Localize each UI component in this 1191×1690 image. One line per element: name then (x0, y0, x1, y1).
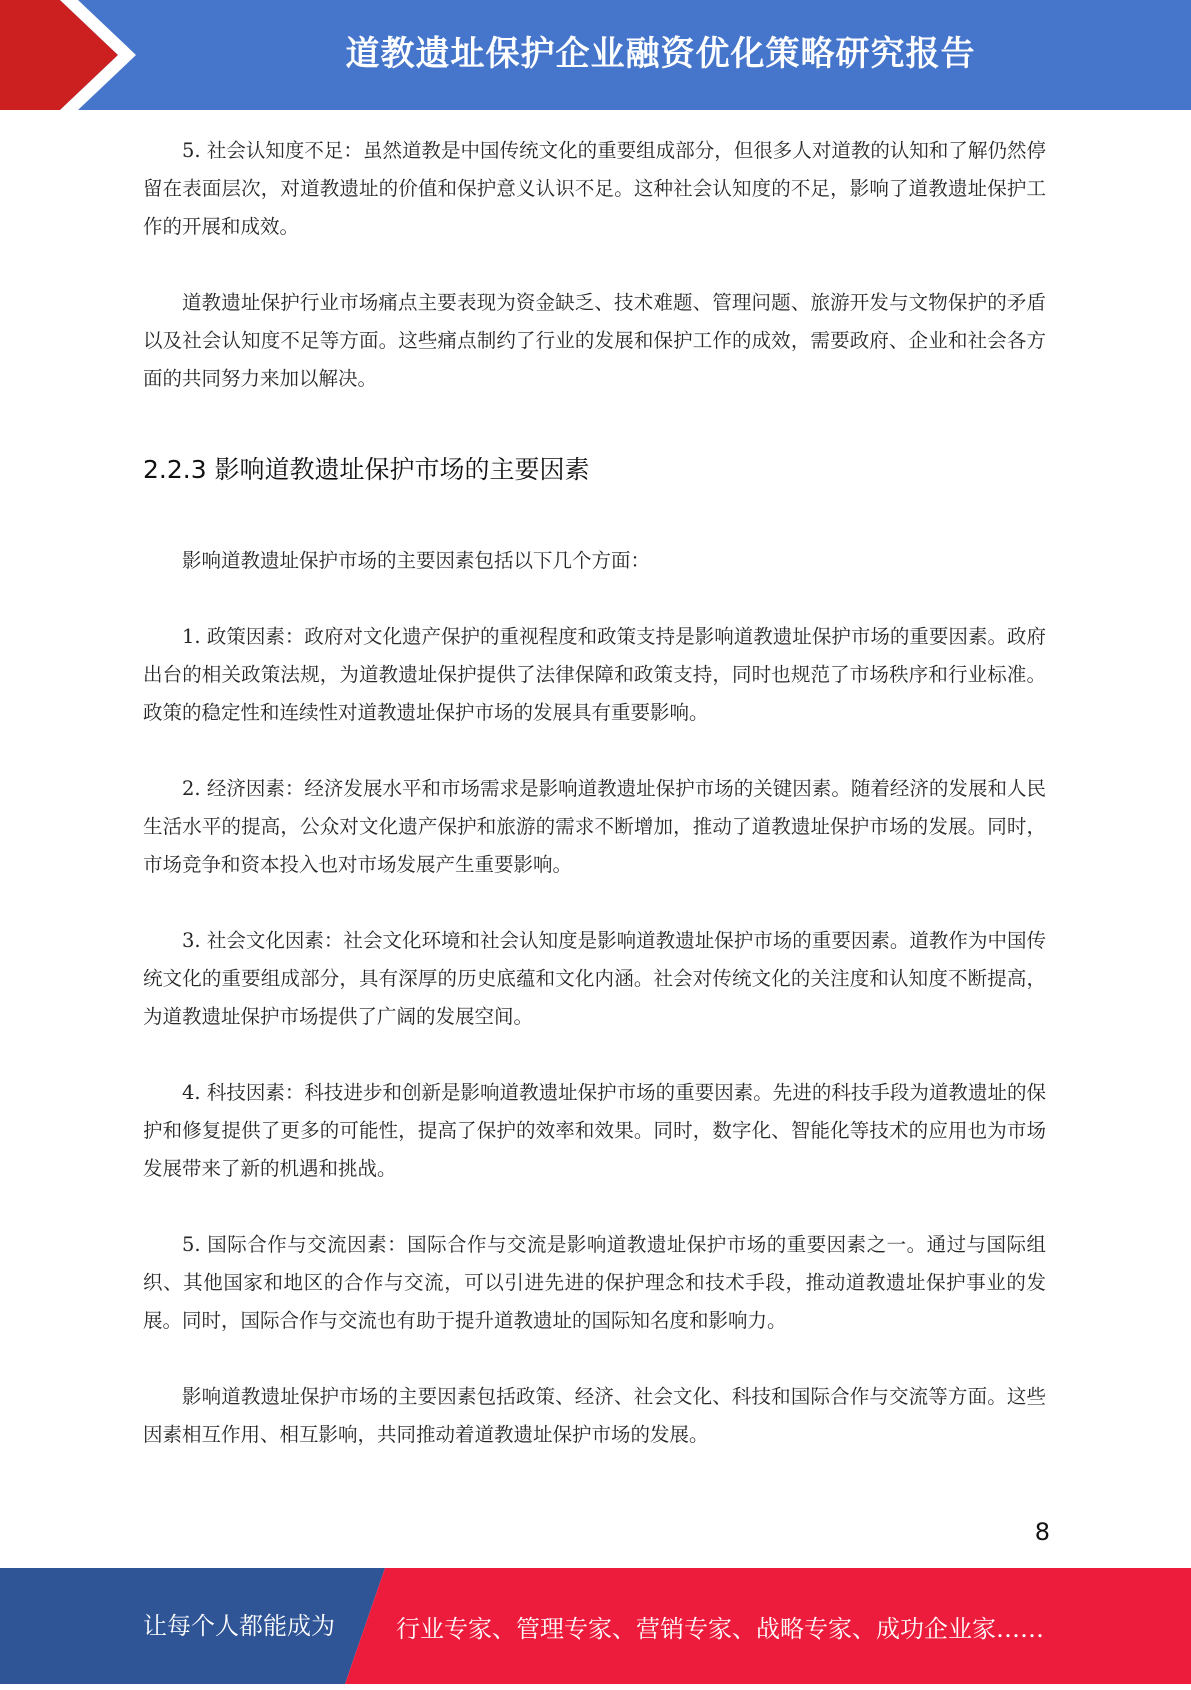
footer-slogan-left: 让每个人都能成为 (143, 1612, 335, 1640)
paragraph: 道教遗址保护行业市场痛点主要表现为资金缺乏、技术难题、管理问题、旅游开发与文物保护的矛盾以及社会认知度不足等方面。这些痛点制约了行业的发展和保护工作的成效，需要政府、企业和社会各方面的共同努力来加以解决。 (143, 291, 1046, 390)
chevron-arrow-icon (0, 0, 150, 110)
footer-slogan-right: 行业专家、管理专家、营销专家、战略专家、成功企业家…… (396, 1615, 1044, 1643)
paragraph: 影响道教遗址保护市场的主要因素包括政策、经济、社会文化、科技和国际合作与交流等方面。这些因素相互作用、相互影响，共同推动着道教遗址保护市场的发展。 (143, 1385, 1046, 1446)
paragraph: 4. 科技因素：科技进步和创新是影响道教遗址保护市场的重要因素。先进的科技手段为道教遗址的保护和修复提供了更多的可能性，提高了保护的效率和效果。同时，数字化、智能化等技术的应用也为市场发展带来了新的机遇和挑战。 (143, 1081, 1046, 1180)
page-header (0, 0, 1191, 110)
paragraph: 3. 社会文化因素：社会文化环境和社会认知度是影响道教遗址保护市场的重要因素。道教作为中国传统文化的重要组成部分，具有深厚的历史底蕴和文化内涵。社会对传统文化的关注度和认知度不断提高，为道教遗址保护市场提供了广阔的发展空间。 (143, 929, 1046, 1028)
page-number: 8 (1034, 1518, 1050, 1546)
paragraph: 影响道教遗址保护市场的主要因素包括以下几个方面： (182, 549, 651, 572)
paragraph: 2. 经济因素：经济发展水平和市场需求是影响道教遗址保护市场的关键因素。随着经济的发展和人民生活水平的提高，公众对文化遗产保护和旅游的需求不断增加，推动了道教遗址保护市场的发展。同时，市场竞争和资本投入也对市场发展产生重要影响。 (143, 777, 1046, 876)
paragraph: 5. 国际合作与交流因素：国际合作与交流是影响道教遗址保护市场的重要因素之一。通过与国际组织、其他国家和地区的合作与交流，可以引进先进的保护理念和技术手段，推动道教遗址保护事业的发展。同时，国际合作与交流也有助于提升道教遗址的国际知名度和影响力。 (143, 1233, 1046, 1332)
page-content (143, 132, 1046, 1454)
report-title: 道教遗址保护企业融资优化策略研究报告 (345, 34, 976, 74)
paragraph: 1. 政策因素：政府对文化遗产保护的重视程度和政策支持是影响道教遗址保护市场的重要因素。政府出台的相关政策法规，为道教遗址保护提供了法律保障和政策支持，同时也规范了市场秩序和行业标准。政策的稳定性和连续性对道教遗址保护市场的发展具有重要影响。 (143, 625, 1046, 724)
section-heading: 2.2.3 影响道教遗址保护市场的主要因素 (143, 455, 590, 484)
paragraph: 5. 社会认知度不足：虽然道教是中国传统文化的重要组成部分，但很多人对道教的认知和了解仍然停留在表面层次，对道教遗址的价值和保护意义认识不足。这种社会认知度的不足，影响了道教遗址保护工作的开展和成效。 (143, 139, 1046, 238)
page-footer (0, 1568, 1191, 1684)
